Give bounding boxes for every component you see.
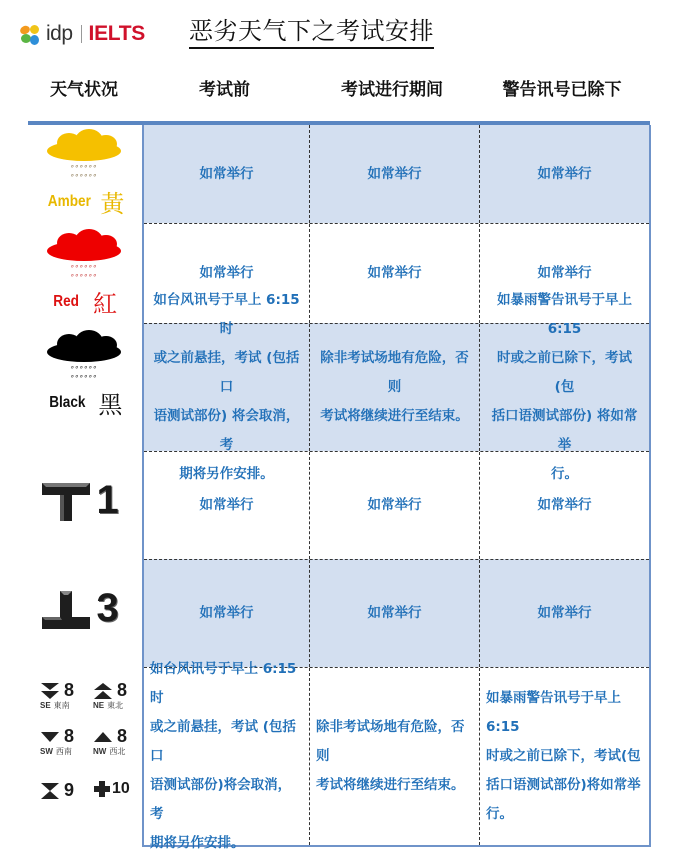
amber-cloud-icon [43, 129, 125, 163]
table-row-typhoon-3 [144, 559, 649, 667]
cell-during-exam: 除非考试场地有危险，否则 考试将继续进行至结束。 [309, 324, 479, 451]
signal-name-en: Red [53, 292, 79, 310]
rain-drops-icon: ᐤᐤᐤᐤᐤᐤ ᐤᐤᐤᐤᐤᐤ [70, 164, 98, 183]
typhoon-signal-8-ne: 8 NE 東北 [93, 680, 128, 710]
table-row-typhoon-1 [144, 451, 649, 559]
cell-before-exam: 如台风讯号于早上 6:15 时 或之前悬挂，考试 (包括口 语测试部份)将会取消，考 期将另作安排。 [150, 661, 297, 851]
typhoon-t-icon [40, 481, 92, 523]
typhoon-signal-3 [40, 586, 119, 631]
column-header-signal-lowered: 警告讯号已除下 [502, 80, 622, 100]
cell-signal-lowered: 如常举行 [479, 560, 649, 667]
typhoon-signal-8-se: 8 SE 東南 [40, 680, 75, 710]
signal-name-en: Amber [47, 192, 91, 210]
ielts-brand-text: IELTS [88, 22, 145, 45]
table-row-black [144, 292, 649, 482]
column-header-weather: 天气状况 [50, 80, 118, 100]
cell-before-exam: 如常举行 [199, 265, 254, 281]
logo-divider [81, 25, 82, 43]
triangle-down-icon [40, 728, 60, 746]
cell-signal-lowered: 如常举行 [479, 224, 649, 323]
typhoon-signal-8-nw: 8 NW 西北 [93, 726, 128, 756]
page-title: 恶劣天气下之考试安排 [189, 16, 434, 49]
typhoon-signal-1 [40, 478, 119, 523]
triangle-up-icon [93, 728, 113, 746]
signal-number: 1 [96, 478, 119, 522]
cell-during-exam: 如常举行 [309, 224, 479, 323]
black-cloud-icon [43, 330, 125, 364]
cell-during-exam: 除非考试场地有危险，否则 考试将继续进行至结束。 [309, 668, 479, 845]
black-rainstorm-signal [28, 325, 140, 425]
cell-signal-lowered: 如常举行 [479, 125, 649, 223]
idp-brand-text: idp [46, 22, 73, 45]
triangles-up-icon [93, 682, 113, 700]
cell-before-exam: 如常举行 [199, 165, 254, 182]
idp-ielts-logo [20, 22, 145, 46]
table-row-typhoon-8-9-10 [144, 661, 649, 851]
typhoon-signal-10: 10 [93, 780, 130, 798]
cell-during-exam: 如常举行 [309, 125, 479, 223]
cell-during-exam: 如常举行 [309, 560, 479, 667]
table-row-amber [144, 125, 649, 223]
rain-drops-icon: ᐤᐤᐤᐤᐤᐤ ᐤᐤᐤᐤᐤᐤ [70, 365, 98, 384]
hourglass-icon [40, 782, 60, 800]
cell-signal-lowered: 如常举行 [479, 452, 649, 559]
cell-signal-lowered: 如暴雨警告讯号于早上 6:15 时或之前已除下，考试 (包 括口语测试部份) 将如常举 行。 [479, 324, 649, 451]
arrangement-table [142, 125, 651, 851]
red-cloud-icon [43, 229, 125, 263]
cross-icon [93, 780, 111, 798]
signal-name-zh: 紅 [93, 290, 118, 318]
cell-signal-lowered: 如暴雨警告讯号于早上 6:15 时或之前已除下，考试(包 括口语测试部份)将如常举 行。 [479, 668, 649, 845]
column-header-before-exam: 考试前 [199, 80, 250, 100]
signal-name-zh: 黃 [100, 190, 125, 218]
cell-before-exam: 如常举行 [199, 605, 254, 621]
red-rainstorm-signal [28, 225, 140, 323]
typhoon-signal-8-sw: 8 SW 西南 [40, 726, 75, 756]
typhoon-inverted-t-icon [40, 589, 92, 631]
column-header-during-exam: 考试进行期间 [341, 80, 443, 100]
cell-during-exam: 如常举行 [309, 452, 479, 559]
signal-number: 3 [96, 586, 119, 630]
cell-before-exam: 如台风讯号于早上 6:15 时 或之前悬挂，考试 (包括口 语测试部份) 将会取消，考 期将另作安排。 [153, 292, 300, 482]
amber-rainstorm-signal [28, 125, 140, 223]
typhoon-signal-9: 9 [40, 780, 74, 801]
signal-name-en: Black [48, 393, 86, 411]
signal-name-zh: 黑 [98, 391, 123, 419]
idp-logo-mark-icon [20, 23, 42, 45]
triangles-down-icon [40, 682, 60, 700]
cell-before-exam: 如常举行 [199, 497, 254, 513]
rain-drops-icon: ᐤᐤᐤᐤᐤᐤ ᐤᐤᐤᐤᐤᐤ [70, 264, 98, 283]
